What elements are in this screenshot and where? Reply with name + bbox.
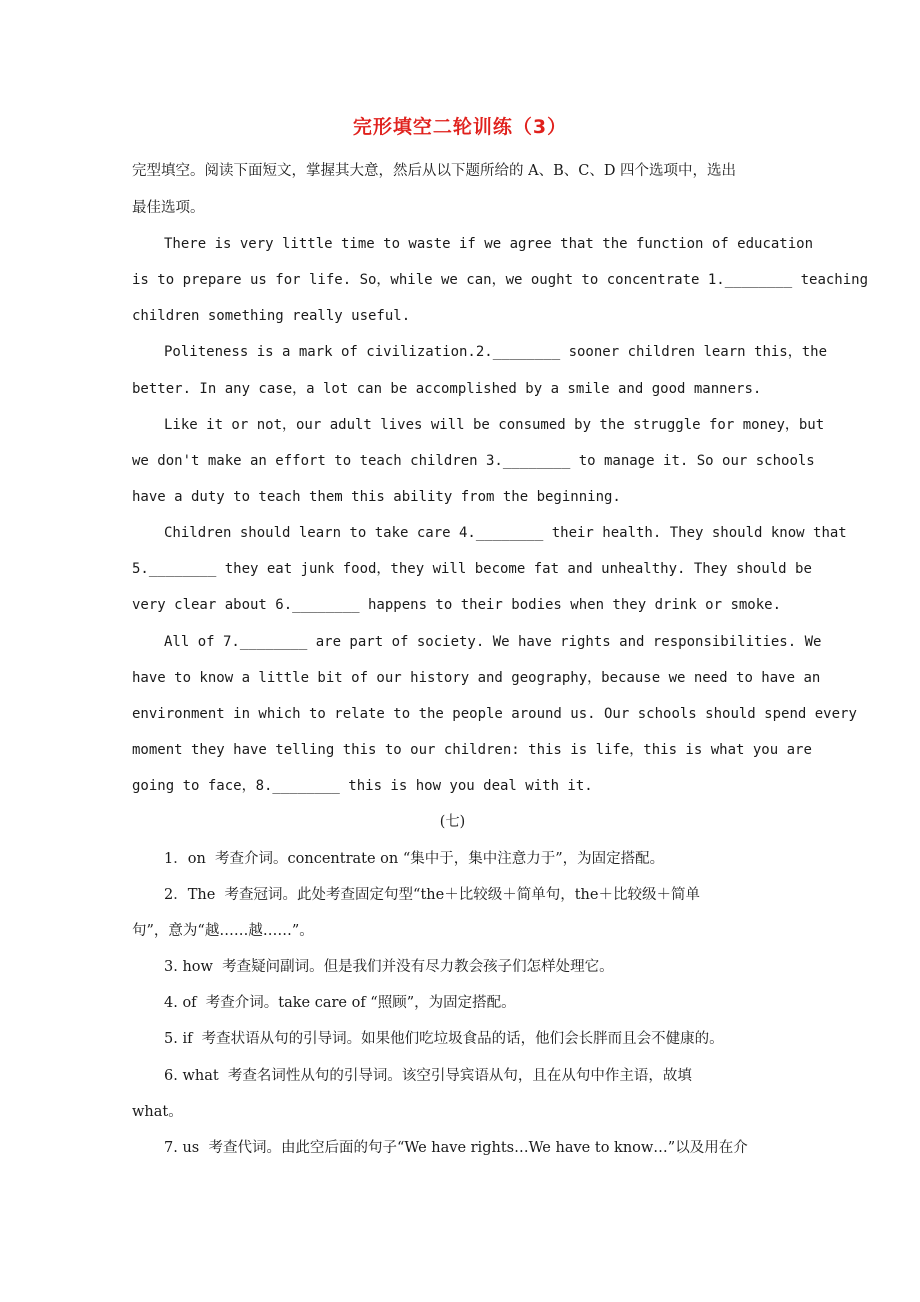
passage-line: Children should learn to take care 4.________ their health. They should know that — [164, 525, 847, 541]
section-label: (七) — [439, 814, 466, 830]
instruction-line: 完型填空。阅读下面短文，掌握其大意，然后从以下题所给的 A、B、C、D 四个选项中，选出 — [132, 163, 737, 179]
answer-line: 3. how 考查疑问副词。但是我们并没有尽力教会孩子们怎样处理它。 — [164, 959, 614, 975]
passage-line: There is very little time to waste if we agree that the function of education — [164, 236, 814, 252]
answer-line: 1．on 考查介词。concentrate on “集中于，集中注意力于”，为固定搭配。 — [164, 851, 665, 867]
answer-line: 5. if 考查状语从句的引导词。如果他们吃垃圾食品的话，他们会长胖而且会不健康的。 — [164, 1031, 724, 1047]
passage-line: have a duty to teach them this ability from the beginning. — [132, 489, 621, 505]
passage-line: children something really useful. — [132, 308, 411, 324]
answer-line: 6. what 考查名词性从句的引导词。该空引导宾语从句，且在从句中作主语，故填 — [164, 1068, 692, 1084]
passage-line: very clear about 6.________ happens to their bodies when they drink or smoke. — [132, 597, 782, 613]
passage-line: environment in which to relate to the people around us. Our schools should spend every — [132, 706, 857, 722]
passage-line: 5.________ they eat junk food，they will become fat and unhealthy. They should be — [132, 561, 812, 577]
answer-line: 句”，意为“越……越……”。 — [132, 923, 314, 939]
answer-line: 4. of 考查介词。take care of “照顾”，为固定搭配。 — [164, 995, 516, 1011]
answer-line: 2．The 考查冠词。此处考查固定句型“the＋比较级＋简单句，the＋比较级＋简单 — [164, 887, 700, 903]
passage-line: All of 7.________ are part of society. We have rights and responsibilities. We — [164, 634, 822, 650]
passage-line: Like it or not，our adult lives will be consumed by the struggle for money，but — [164, 417, 825, 433]
passage-line: we don't make an effort to teach children 3.________ to manage it. So our schools — [132, 453, 815, 469]
passage-line: is to prepare us for life. So，while we can，we ought to concentrate 1.________ teaching — [132, 272, 869, 288]
passage-line: have to know a little bit of our history and geography，because we need to have an — [132, 670, 821, 686]
passage-line: going to face，8.________ this is how you deal with it. — [132, 778, 593, 794]
passage-line: moment they have telling this to our children: this is life，this is what you are — [132, 742, 812, 758]
instruction-line: 最佳选项。 — [132, 200, 205, 216]
answer-line: 7. us 考查代词。由此空后面的句子“We have rights…We have to know…”以及用在介 — [164, 1140, 748, 1156]
page-title: 完形填空二轮训练（3） — [352, 116, 568, 138]
answer-line: what。 — [132, 1104, 183, 1120]
passage-line: Politeness is a mark of civilization.2.________ sooner children learn this，the — [164, 344, 828, 360]
passage-line: better. In any case，a lot can be accomplished by a smile and good manners. — [132, 381, 762, 397]
